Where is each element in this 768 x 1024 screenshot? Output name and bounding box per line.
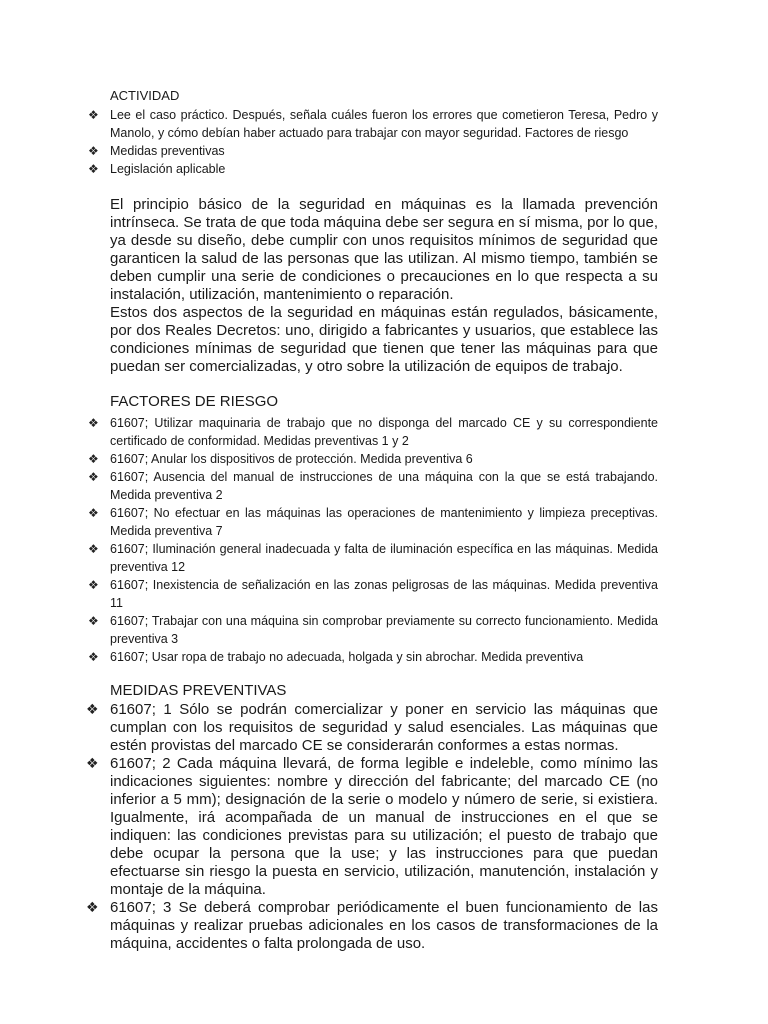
diamond-bullet-icon: ❖ [88,506,99,520]
diamond-bullet-icon: ❖ [88,452,99,466]
list-item: ❖ Medidas preventivas [88,144,225,158]
diamond-bullet-icon: ❖ [88,108,99,122]
list-item: ❖ Lee el caso práctico. Después, señala cuáles fueron los errores que cometieron Teresa, Pedro y Manolo, y cómo debían haber actuado para trabajar con mayor seguridad. Factores de riesgo [88,108,658,140]
diamond-bullet-icon: ❖ [88,650,99,664]
diamond-bullet-icon: ❖ [86,900,99,916]
diamond-bullet-icon: ❖ [86,756,99,772]
diamond-bullet-icon: ❖ [88,542,99,556]
intro-paragraphs [0,196,768,376]
list-item: ❖ 61607; Anular los dispositivos de protección. Medida preventiva 6 [88,452,473,466]
diamond-bullet-icon: ❖ [88,162,99,176]
diamond-bullet-icon: ❖ [86,702,99,718]
list-item: ❖ Legislación aplicable [88,162,226,176]
diamond-bullet-icon: ❖ [88,614,99,628]
list-item: ❖ 61607; Utilizar maquinaria de trabajo que no disponga del marcado CE y su correspondiente certificado de conformidad. Medidas preventivas 1 y 2 [88,416,658,448]
actividad-list [0,106,768,178]
list-item: ❖ 61607; 1 Sólo se podrán comercializar y poner en servicio las máquinas que cumplan con los requisitos de seguridad y salud esenciales. Las máquinas que estén provistas del marcado CE se considerarán conformes a estas normas. [86,701,658,754]
medidas-heading: MEDIDAS PREVENTIVAS [110,682,287,699]
paragraph: Estos dos aspectos de la seguridad en máquinas están regulados, básicamente, por dos Reales Decretos: uno, dirigido a fabricantes y usuarios, que establece las condiciones mínimas de seguridad que tienen que tener las máquinas para que puedan ser comercializadas, y otro sobre la utilización de equipos de trabajo. [110,304,658,375]
factores-list [0,414,768,666]
diamond-bullet-icon: ❖ [88,578,99,592]
list-item: ❖ 61607; Trabajar con una máquina sin comprobar previamente su correcto funcionamiento. Medida preventiva 3 [88,614,658,646]
list-item: ❖ 61607; No efectuar en las máquinas las operaciones de mantenimiento y limpieza preceptivas. Medida preventiva 7 [88,506,658,538]
list-item: ❖ 61607; Ausencia del manual de instrucciones de una máquina con la que se está trabajando. Medida preventiva 2 [88,470,658,502]
diamond-bullet-icon: ❖ [88,416,99,430]
list-item: ❖ 61607; 2 Cada máquina llevará, de forma legible e indeleble, como mínimo las indicaciones siguientes: nombre y dirección del fabricante; del marcado CE (no inferior a 5 mm); designación de la serie o modelo y número de serie, si existiera. Igualmente, irá acompañada de un manual de instrucciones en el que se indiquen: las condiciones previstas para su utilización; el puesto de trabajo que debe ocupar la persona que la use; y las instrucciones para que puedan efectuarse sin riesgo la puesta en servicio, utilización, manutención, instalación y montaje de la máquina. [86,755,658,898]
list-item: ❖ 61607; 3 Se deberá comprobar periódicamente el buen funcionamiento de las máquinas y realizar pruebas adicionales en los casos de transformaciones de la máquina, accidentes o falta prolongada de uso. [86,899,658,952]
diamond-bullet-icon: ❖ [88,470,99,484]
actividad-heading: ACTIVIDAD [110,88,180,103]
list-item: ❖ 61607; Inexistencia de señalización en las zonas peligrosas de las máquinas. Medida preventiva 11 [88,578,658,610]
medidas-list [0,701,768,953]
factores-heading: FACTORES DE RIESGO [110,393,279,410]
paragraph: El principio básico de la seguridad en máquinas es la llamada prevención intrínseca. Se trata de que toda máquina debe ser segura en sí misma, por lo que, ya desde su diseño, debe cumplir con unos requisitos mínimos de seguridad que garanticen la salud de las personas que las utilizan. Al mismo tiempo, también se deben cumplir una serie de condiciones o precauciones en lo que respecta a su instalación, utilización, mantenimiento o reparación. [110,196,658,303]
list-item: ❖ 61607; Iluminación general inadecuada y falta de iluminación específica en las máquinas. Medida preventiva 12 [88,542,658,574]
list-item: ❖ 61607; Usar ropa de trabajo no adecuada, holgada y sin abrochar. Medida preventiva [88,650,584,664]
diamond-bullet-icon: ❖ [88,144,99,158]
